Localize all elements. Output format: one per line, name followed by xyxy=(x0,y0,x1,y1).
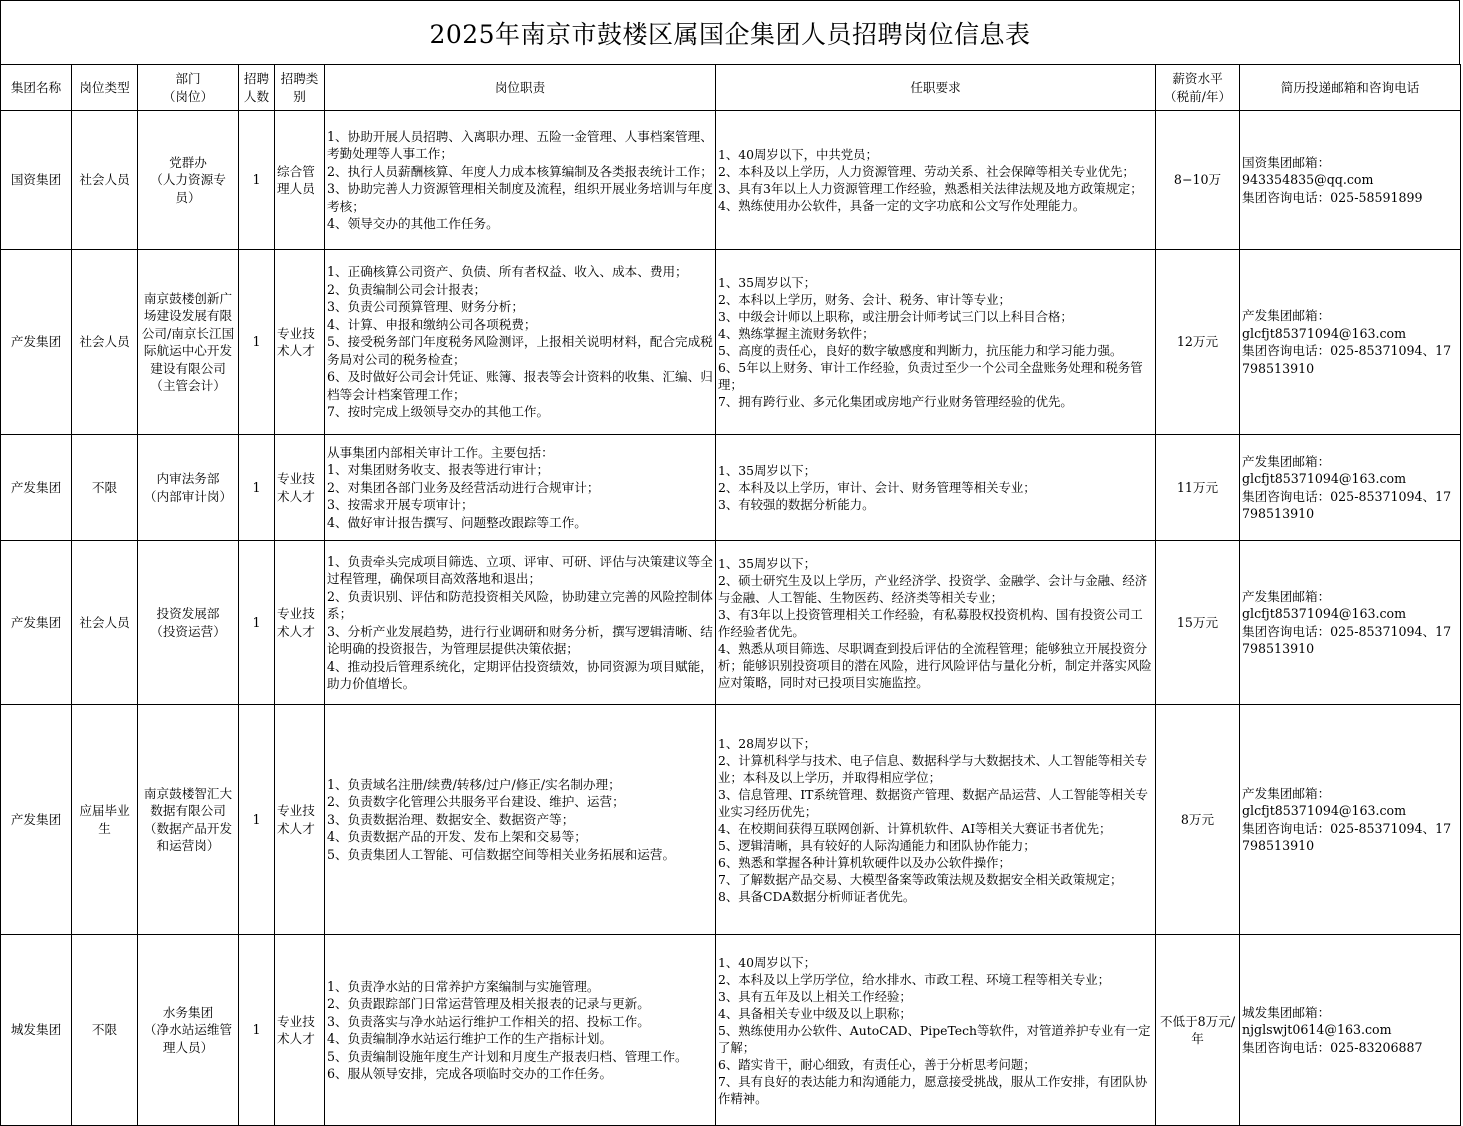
salary-cell: 12万元 xyxy=(1156,250,1240,435)
requirement-item: 8、具备CDA数据分析师证者优先。 xyxy=(718,888,916,904)
header-dept xyxy=(138,65,239,111)
requirements-cell xyxy=(716,705,1156,935)
requirement-item: 1、35周岁以下； xyxy=(718,555,816,571)
header-count-line1: 招聘 xyxy=(243,71,270,86)
table-row xyxy=(1,111,1461,250)
salary-cell: 8万元 xyxy=(1156,705,1240,935)
contact-line: 产发集团邮箱： xyxy=(1242,308,1331,323)
contact-line: glcfjt85371094@163.com xyxy=(1242,606,1407,621)
duty-item: 4、计算、申报和缴纳公司各项税费； xyxy=(327,316,537,332)
requirement-item: 5、熟练使用办公软件、AutoCAD、PipeTech等软件，对管道养护专业有一定了解； xyxy=(718,1022,1151,1055)
requirements-cell xyxy=(716,935,1156,1126)
department-cell: 南京鼓楼创新广场建设发展有限公司/南京长江国际航运中心开发建设有限公司 （主管会计） xyxy=(138,250,239,435)
duties-cell xyxy=(325,705,716,935)
header-salary xyxy=(1156,65,1240,111)
header-salary-line2: （税前/年） xyxy=(1163,88,1232,104)
contact-line: 集团咨询电话：025-85371094、17798513910 xyxy=(1242,343,1452,376)
requirements-cell xyxy=(716,111,1156,250)
headcount-cell: 1 xyxy=(239,250,275,435)
requirement-item: 1、35周岁以下； xyxy=(718,463,816,478)
duty-item: 2、执行人员薪酬核算、年度人力成本核算编制及各类报表统计工作； xyxy=(327,163,713,179)
contact-cell xyxy=(1240,111,1461,250)
duty-item: 1、正确核算公司资产、负债、所有者权益、收入、成本、费用； xyxy=(327,264,688,280)
header-salary-line1: 薪资水平 xyxy=(1172,71,1223,86)
duty-item: 1、负责牵头完成项目筛选、立项、评审、可研、评估与决策建议等全过程管理，确保项目高效落地和退出； xyxy=(327,553,713,586)
table-header-row xyxy=(1,65,1461,111)
duty-item: 3、负责公司预算管理、财务分析； xyxy=(327,299,524,315)
requirement-item: 4、熟练掌握主流财务软件； xyxy=(718,326,875,341)
category-cell: 专业技术人才 xyxy=(275,250,325,435)
requirement-item: 2、本科及以上学历，审计、会计、财务管理等相关专业； xyxy=(718,480,1036,495)
duty-item: 3、负责落实与净水站运行维护工作相关的招、投标工作。 xyxy=(327,1013,650,1029)
requirement-item: 1、40周岁以下，中共党员； xyxy=(718,147,878,162)
salary-cell: 8−10万 xyxy=(1156,111,1240,250)
header-group: 集团名称 xyxy=(1,65,72,111)
duty-item: 4、做好审计报告撰写、问题整改跟踪等工作。 xyxy=(327,514,587,530)
duty-item: 3、协助完善人力资源管理相关制度及流程，组织开展业务培训与年度考核； xyxy=(327,181,713,214)
table-row xyxy=(1,435,1461,541)
contact-line: 集团咨询电话：025-58591899 xyxy=(1242,189,1423,205)
salary-cell: 不低于8万元/年 xyxy=(1156,935,1240,1126)
position-type-cell: 社会人员 xyxy=(72,111,138,250)
requirement-item: 2、本科及以上学历，人力资源管理、劳动关系、社会保障等相关专业优先； xyxy=(718,164,1135,179)
requirement-item: 1、35周岁以下； xyxy=(718,275,816,290)
duty-item: 3、分析产业发展趋势，进行行业调研和财务分析，撰写逻辑清晰、结论明确的投资报告，为管理层提供决策依据； xyxy=(327,623,713,656)
department-cell: 南京鼓楼智汇大数据有限公司 （数据产品开发和运营岗） xyxy=(138,705,239,935)
header-category-line2: 别 xyxy=(293,88,306,104)
category-cell: 综合管理人员 xyxy=(275,111,325,250)
table-row xyxy=(1,935,1461,1126)
department-cell: 投资发展部 （投资运营） xyxy=(138,541,239,705)
contact-cell xyxy=(1240,935,1461,1126)
category-cell: 专业技术人才 xyxy=(275,705,325,935)
contact-line: glcfjt85371094@163.com xyxy=(1242,325,1407,341)
duty-item: 7、按时完成上级领导交办的其他工作。 xyxy=(327,404,550,420)
contact-line: 国资集团邮箱： xyxy=(1242,154,1331,170)
contact-cell xyxy=(1240,705,1461,935)
header-count-line2: 人数 xyxy=(243,88,270,104)
header-dept-line1: 部门 xyxy=(175,71,201,86)
duty-item: 1、协助开展人员招聘、入离职办理、五险一金管理、人事档案管理、考勤处理等人事工作； xyxy=(327,128,713,161)
duty-item: 1、负责净水站的日常养护方案编制与实施管理。 xyxy=(327,978,600,994)
position-type-cell: 不限 xyxy=(72,435,138,541)
contact-line: 集团咨询电话：025-85371094、17798513910 xyxy=(1242,488,1452,521)
duty-item: 6、及时做好公司会计凭证、账簿、报表等会计资料的收集、汇编、归档等会计档案管理工作； xyxy=(327,369,713,402)
duty-item: 2、负责编制公司会计报表； xyxy=(327,281,487,297)
requirements-cell xyxy=(716,250,1156,435)
requirement-item: 3、有3年以上投资管理相关工作经验，有私募股权投资机构、国有投资公司工作经验者优先。 xyxy=(718,606,1143,639)
contact-line: 产发集团邮箱： xyxy=(1242,785,1331,801)
duty-item: 4、负责编制净水站运行维护工作的生产指标计划。 xyxy=(327,1031,613,1046)
group-name-cell: 产发集团 xyxy=(1,250,72,435)
duty-item: 5、负责编制设施年度生产计划和月度生产报表归档、管理工作。 xyxy=(327,1048,688,1064)
group-name-cell: 城发集团 xyxy=(1,935,72,1126)
requirement-item: 3、中级会计师以上职称，或注册会计师考试三门以上科目合格； xyxy=(718,309,1073,324)
requirement-item: 7、了解数据产品交易、大模型备案等政策法规及数据安全相关政策规定； xyxy=(718,871,1123,887)
duties-cell xyxy=(325,435,716,541)
requirement-item: 2、计算机科学与技术、电子信息、数据科学与大数据技术、人工智能等相关专业；本科及以上学历，并取得相应学位； xyxy=(718,752,1148,785)
duties-cell xyxy=(325,541,716,705)
table-body xyxy=(1,111,1461,1126)
contact-cell xyxy=(1240,435,1461,541)
requirement-item: 4、具备相关专业中级及以上职称； xyxy=(718,1005,912,1021)
header-count xyxy=(239,65,275,111)
position-type-cell: 社会人员 xyxy=(72,541,138,705)
requirement-item: 2、硕士研究生及以上学历，产业经济学、投资学、金融学、会计与金融、经济与金融、人工智能、生物医药、经济类等相关专业； xyxy=(718,572,1148,605)
requirement-item: 1、40周岁以下； xyxy=(718,954,816,970)
group-name-cell: 产发集团 xyxy=(1,705,72,935)
duty-item: 1、对集团财务收支、报表等进行审计； xyxy=(327,462,550,478)
header-type: 岗位类型 xyxy=(72,65,138,111)
duties-cell xyxy=(325,935,716,1126)
salary-cell: 15万元 xyxy=(1156,541,1240,705)
headcount-cell: 1 xyxy=(239,435,275,541)
duty-item: 6、服从领导安排，完成各项临时交办的工作任务。 xyxy=(327,1066,613,1081)
contact-line: 集团咨询电话：025-85371094、17798513910 xyxy=(1242,623,1452,656)
requirement-item: 4、熟悉从项目筛选、尽职调查到投后评估的全流程管理；能够独立开展投资分析；能够识别投资项目的潜在风险，进行风险评估与量化分析，制定并落实风险应对策略，同时对已投项目实施监控。 xyxy=(718,640,1152,690)
header-duties: 岗位职责 xyxy=(325,65,716,111)
requirement-item: 3、信息管理、IT系统管理、数据资产管理、数据产品运营、人工智能等相关专业实习经历优先； xyxy=(718,786,1148,819)
requirements-cell xyxy=(716,541,1156,705)
duty-item: 1、负责域名注册/续费/转移/过户/修正/实名制办理； xyxy=(327,776,621,792)
header-category xyxy=(275,65,325,111)
group-name-cell: 产发集团 xyxy=(1,541,72,705)
contact-line: glcfjt85371094@163.com xyxy=(1242,471,1407,486)
requirement-item: 4、在校期间获得互联网创新、计算机软件、AI等相关大赛证书者优先； xyxy=(718,820,1112,836)
headcount-cell: 1 xyxy=(239,111,275,250)
requirement-item: 6、踏实肯干，耐心细致，有责任心，善于分析思考问题； xyxy=(718,1056,1036,1072)
requirement-item: 2、本科以上学历，财务、会计、税务、审计等专业； xyxy=(718,292,1011,307)
contact-line: 产发集团邮箱： xyxy=(1242,453,1331,469)
group-name-cell: 国资集团 xyxy=(1,111,72,250)
requirement-item: 5、逻辑清晰，具有较好的人际沟通能力和团队协作能力； xyxy=(718,837,1036,853)
duty-item: 5、接受税务部门年度税务风险测评，上报相关说明材料，配合完成税务局对公司的税务检查； xyxy=(327,334,713,367)
requirements-cell xyxy=(716,435,1156,541)
duties-cell xyxy=(325,250,716,435)
duty-item: 4、负责数据产品的开发、发布上架和交易等； xyxy=(327,829,587,845)
requirement-item: 5、高度的责任心，良好的数字敏感度和判断力，抗压能力和学习能力强。 xyxy=(718,343,1123,358)
duty-item: 4、领导交办的其他工作任务。 xyxy=(327,216,499,231)
requirement-item: 4、熟练使用办公软件，具备一定的文字功底和公文写作处理能力。 xyxy=(718,198,1086,213)
duty-item: 5、负责集团人工智能、可信数据空间等相关业务拓展和运营。 xyxy=(327,846,676,862)
contact-line: glcfjt85371094@163.com xyxy=(1242,803,1407,818)
requirement-item: 1、28周岁以下； xyxy=(718,735,816,751)
category-cell: 专业技术人才 xyxy=(275,435,325,541)
duty-item: 从事集团内部相关审计工作。主要包括： xyxy=(327,444,554,460)
contact-line: 城发集团邮箱： xyxy=(1242,1004,1331,1020)
duty-item: 3、按需求开展专项审计； xyxy=(327,497,474,513)
duty-item: 2、对集团各部门业务及经营活动进行合规审计； xyxy=(327,479,600,495)
contact-cell xyxy=(1240,250,1461,435)
requirement-item: 6、5年以上财务、审计工作经验，负责过至少一个公司全盘账务处理和税务管理； xyxy=(718,360,1143,392)
requirement-item: 6、熟悉和掌握各种计算机软硬件以及办公软件操作； xyxy=(718,854,1011,870)
duty-item: 3、负责数据治理、数据安全、数据资产等； xyxy=(327,811,575,827)
category-cell: 专业技术人才 xyxy=(275,541,325,705)
requirement-item: 3、有较强的数据分析能力。 xyxy=(718,497,875,512)
contact-line: 集团咨询电话：025-83206887 xyxy=(1242,1039,1423,1055)
salary-cell: 11万元 xyxy=(1156,435,1240,541)
table-row xyxy=(1,250,1461,435)
contact-line: 集团咨询电话：025-85371094、17798513910 xyxy=(1242,820,1452,853)
department-cell: 党群办 （人力资源专员） xyxy=(138,111,239,250)
requirement-item: 7、具有良好的表达能力和沟通能力，愿意接受挑战，服从工作安排，有团队协作精神。 xyxy=(718,1073,1148,1106)
contact-cell xyxy=(1240,541,1461,705)
duty-item: 2、负责识别、评估和防范投资相关风险，协助建立完善的风险控制体系； xyxy=(327,588,713,621)
position-type-cell: 社会人员 xyxy=(72,250,138,435)
duty-item: 4、推动投后管理系统化，定期评估投资绩效，协同资源为项目赋能，助力价值增长。 xyxy=(327,658,713,691)
sheet-title: 2025年南京市鼓楼区属国企集团人员招聘岗位信息表 xyxy=(0,0,1460,64)
header-contact: 简历投递邮箱和咨询电话 xyxy=(1240,65,1461,111)
department-cell: 内审法务部 （内部审计岗） xyxy=(138,435,239,541)
contact-line: njglswjt0614@163.com xyxy=(1242,1022,1392,1038)
requirement-item: 7、拥有跨行业、多元化集团或房地产行业财务管理经验的优先。 xyxy=(718,394,1073,409)
duty-item: 2、负责跟踪部门日常运营管理及相关报表的记录与更新。 xyxy=(327,996,650,1011)
headcount-cell: 1 xyxy=(239,705,275,935)
group-name-cell: 产发集团 xyxy=(1,435,72,541)
category-cell: 专业技术人才 xyxy=(275,935,325,1126)
requirement-item: 2、本科及以上学历学位，给水排水、市政工程、环境工程等相关专业； xyxy=(718,971,1110,987)
contact-line: 943354835@qq.com xyxy=(1242,172,1374,188)
position-type-cell: 应届毕业生 xyxy=(72,705,138,935)
header-dept-line2: （岗位） xyxy=(162,88,214,104)
contact-line: 产发集团邮箱： xyxy=(1242,588,1331,604)
table-row xyxy=(1,705,1461,935)
header-category-line1: 招聘类 xyxy=(280,71,319,86)
requirement-item: 3、具有五年及以上相关工作经验； xyxy=(718,988,912,1004)
duties-cell xyxy=(325,111,716,250)
position-type-cell: 不限 xyxy=(72,935,138,1126)
positions-table xyxy=(0,64,1461,1126)
headcount-cell: 1 xyxy=(239,935,275,1126)
header-requirements: 任职要求 xyxy=(716,65,1156,111)
headcount-cell: 1 xyxy=(239,541,275,705)
department-cell: 水务集团 （净水站运维管理人员） xyxy=(138,935,239,1126)
table-row xyxy=(1,541,1461,705)
requirement-item: 3、具有3年以上人力资源管理工作经验，熟悉相关法律法规及地方政策规定； xyxy=(718,181,1143,196)
duty-item: 2、负责数字化管理公共服务平台建设、维护、运营； xyxy=(327,794,625,810)
